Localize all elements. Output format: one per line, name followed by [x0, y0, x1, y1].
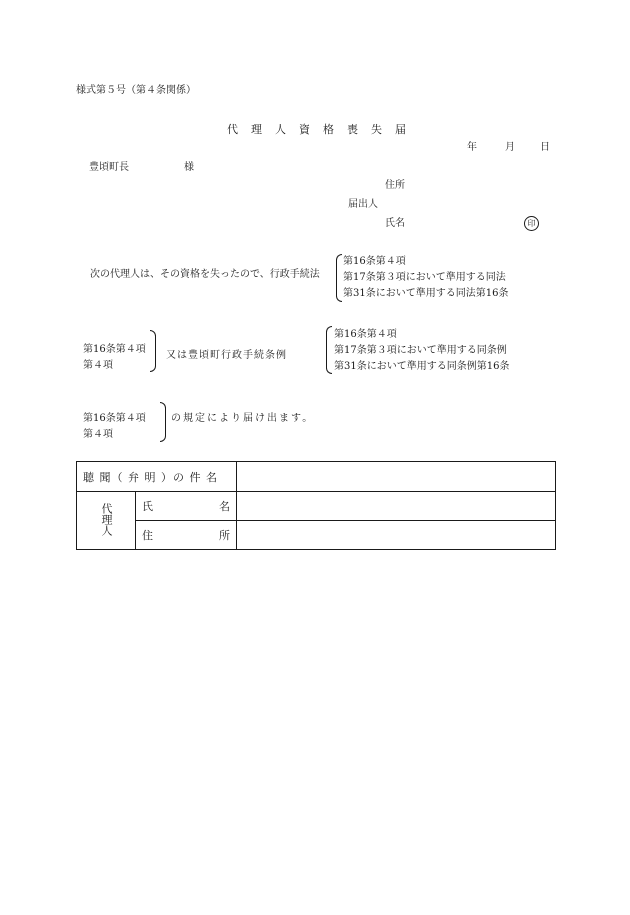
- agent-label-cell: [77, 492, 136, 550]
- table-row-name: [77, 492, 556, 521]
- addressee-name: 豊頃町長: [89, 162, 129, 173]
- left-option-2: 第４項: [83, 360, 113, 371]
- ordinance-option-2: 第17条第３項において準用する同条例: [334, 345, 507, 356]
- final-option-2: 第４項: [83, 429, 113, 440]
- address-label-1: 住: [142, 529, 153, 542]
- left-option-1: 第16条第４項: [83, 344, 146, 355]
- body-closing: の規定により届け出ます。: [171, 413, 315, 424]
- left-options-brace: [150, 330, 156, 372]
- seal-mark: 印: [524, 216, 539, 231]
- ordinance-options-brace: [326, 326, 332, 374]
- hearing-label: 聴 聞（ 弁 明 ）の 件 名: [83, 470, 218, 484]
- date-month-label: 月: [505, 142, 515, 153]
- law-option-1: 第16条第４項: [343, 256, 406, 267]
- ordinance-option-3: 第31条において準用する同条例第16条: [334, 361, 510, 372]
- agent-label: 代理人: [100, 502, 114, 536]
- table-row-hearing: [77, 462, 556, 492]
- law-option-2: 第17条第３項において準用する同法: [343, 272, 506, 283]
- body-intro: 次の代理人は、その資格を失ったので、行政手続法: [90, 269, 320, 280]
- hearing-value-field[interactable]: [237, 462, 556, 492]
- final-options-brace: [160, 402, 166, 442]
- address-value-field[interactable]: [237, 521, 556, 550]
- ordinance-option-1: 第16条第４項: [334, 329, 397, 340]
- date-year-label: 年: [467, 142, 477, 153]
- body-connector: 又は豊頃町行政手続条例: [166, 350, 287, 361]
- name-label-2: 名: [219, 500, 230, 513]
- addressee-honorific: 様: [184, 162, 194, 173]
- notifier-name-label: 氏名: [385, 218, 405, 229]
- table-row-address: [77, 521, 556, 550]
- form-number: 様式第５号（第４条関係）: [76, 85, 196, 96]
- address-label-2: 所: [219, 529, 230, 542]
- name-label-cell: [136, 492, 237, 521]
- notifier-address-label: 住所: [385, 180, 405, 191]
- name-label-1: 氏: [142, 500, 153, 513]
- law-option-3: 第31条において準用する同法第16条: [343, 288, 509, 299]
- hearing-label-cell: [77, 462, 237, 492]
- name-value-field[interactable]: [237, 492, 556, 521]
- date-day-label: 日: [540, 142, 550, 153]
- notifier-role-label: 届出人: [348, 199, 378, 210]
- address-label-cell: [136, 521, 237, 550]
- final-option-1: 第16条第４項: [83, 413, 146, 424]
- law-options-brace: [336, 254, 342, 302]
- agent-info-table: [76, 461, 556, 550]
- document-title: 代 理 人 資 格 喪 失 届: [227, 123, 407, 136]
